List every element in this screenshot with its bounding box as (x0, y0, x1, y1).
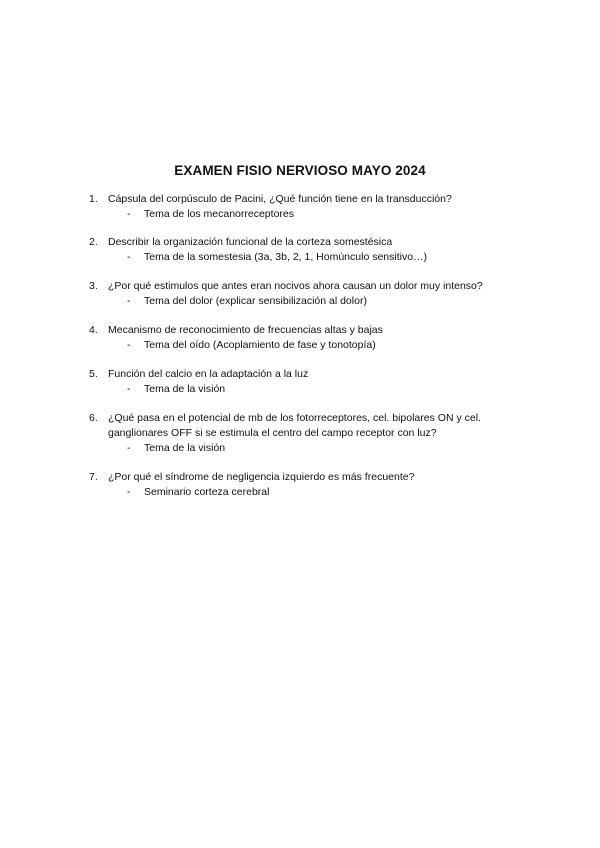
question-item (89, 192, 519, 222)
question-topic (127, 382, 519, 397)
question-text: Describir la organización funcional de la corteza somestésica (108, 236, 393, 248)
topic-text: Tema del dolor (explicar sensibilización al dolor) (144, 295, 367, 307)
topic-text: Seminario corteza cerebral (144, 486, 270, 498)
question-number: 6. (89, 412, 98, 424)
bullet-dash: - (127, 383, 131, 395)
topic-text: Tema del oído (Acoplamiento de fase y tonotopía) (144, 339, 376, 351)
question-text: ¿Por qué estimulos que antes eran nocivos ahora causan un dolor muy intenso? (108, 280, 483, 292)
bullet-dash: - (127, 442, 131, 454)
question-text: ¿Por qué el síndrome de negligencia izquierdo es más frecuente? (108, 471, 415, 483)
exam-title: EXAMEN FISIO NERVIOSO MAYO 2024 (174, 163, 426, 178)
question-item (89, 323, 519, 353)
question-text: Cápsula del corpúsculo de Pacini, ¿Qué función tiene en la transducción? (108, 193, 452, 205)
question-item (89, 470, 519, 500)
question-text: Función del calcio en la adaptación a la luz (108, 368, 309, 380)
topic-text: Tema de la visión (144, 383, 226, 395)
topic-text: Tema de la visión (144, 442, 226, 454)
question-topic (127, 485, 519, 500)
question-number: 2. (89, 236, 98, 248)
question-text: ¿Qué pasa en el potencial de mb de los fotorreceptores, cel. bipolares ON y cel. ganglionares OFF si se estimula el centro del campo receptor con luz? (108, 412, 481, 439)
question-topic (127, 207, 519, 222)
question-text: Mecanismo de reconocimiento de frecuencias altas y bajas (108, 324, 383, 336)
topic-text: Tema de la somestesia (3a, 3b, 2, 1, Homúnculo sensitivo…) (144, 251, 428, 263)
question-number: 4. (89, 324, 98, 336)
question-topic (127, 250, 519, 265)
topic-text: Tema de los mecanorreceptores (144, 208, 294, 220)
question-item (89, 367, 519, 397)
question-number: 7. (89, 471, 98, 483)
question-topic (127, 441, 519, 456)
bullet-dash: - (127, 251, 131, 263)
question-number: 5. (89, 368, 98, 380)
question-item (89, 411, 519, 456)
question-topic (127, 294, 519, 309)
question-item (89, 279, 519, 309)
bullet-dash: - (127, 486, 131, 498)
bullet-dash: - (127, 208, 131, 220)
question-number: 3. (89, 280, 98, 292)
question-topic (127, 338, 519, 353)
bullet-dash: - (127, 339, 131, 351)
question-number: 1. (89, 193, 98, 205)
bullet-dash: - (127, 295, 131, 307)
question-item (89, 235, 519, 265)
